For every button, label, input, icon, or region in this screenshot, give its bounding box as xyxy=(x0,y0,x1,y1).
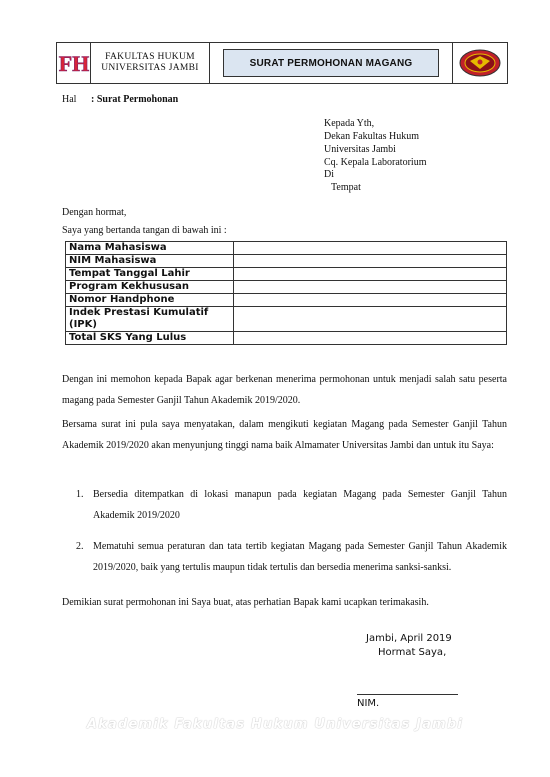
document-title-cell xyxy=(210,43,452,83)
table-row xyxy=(66,268,507,281)
field-value[interactable] xyxy=(234,255,507,268)
table-row xyxy=(66,294,507,307)
footer-watermark: Akademik Fakultas Hukum Universitas Jambi xyxy=(86,717,464,732)
field-value[interactable] xyxy=(234,268,507,281)
recipient-line: Cq. Kepala Laboratorium xyxy=(324,157,427,168)
table-row xyxy=(66,281,507,294)
field-label: Total SKS Yang Lulus xyxy=(66,332,234,345)
table-row xyxy=(66,242,507,255)
greeting: Dengan hormat, xyxy=(62,207,127,218)
signature-line xyxy=(357,694,458,695)
field-label: Tempat Tanggal Lahir xyxy=(66,268,234,281)
field-value[interactable] xyxy=(234,281,507,294)
field-value[interactable] xyxy=(234,307,507,332)
field-label: NIM Mahasiswa xyxy=(66,255,234,268)
nim-label: NIM. xyxy=(357,698,380,709)
place-date: Jambi, April 2019 xyxy=(366,633,452,644)
field-value[interactable] xyxy=(234,294,507,307)
field-label: Program Kekhususan xyxy=(66,281,234,294)
field-value[interactable] xyxy=(234,332,507,345)
subject-value: : Surat Permohonan xyxy=(91,94,179,105)
list-item: Mematuhi semua peraturan dan tata tertib kegiatan Magang pada Semester Ganjil Tahun Akademik 2019/2020, baik yang tertulis maupun tidak tertulis dan bersedia menerima sanksi-sanksi. xyxy=(93,541,507,573)
svg-text:FH: FH xyxy=(58,51,89,76)
field-label: Indek Prestasi Kumulatif (IPK) xyxy=(66,307,234,332)
table-row xyxy=(66,255,507,268)
field-label: Nomor Handphone xyxy=(66,294,234,307)
recipient-line: Kepada Yth, xyxy=(324,118,375,129)
request-paragraph: Dengan ini memohon kepada Bapak agar berkenan menerima permohonan untuk menjadi salah satu peserta magang pada Semester Ganjil Tahun Akademik 2019/2020. xyxy=(62,374,507,406)
closing-regards: Hormat Saya, xyxy=(378,647,447,658)
recipient-line: Di xyxy=(324,169,334,180)
letter-header xyxy=(56,42,508,84)
list-number: 2. xyxy=(76,541,84,552)
university-emblem-icon xyxy=(458,47,502,79)
recipient-line: Dekan Fakultas Hukum xyxy=(324,131,419,142)
list-number: 1. xyxy=(76,489,84,500)
subject-label: Hal xyxy=(62,94,77,105)
list-item: Bersedia ditempatkan di lokasi manapun pada kegiatan Magang pada Semester Ganjil Tahun Akademik 2019/2020 xyxy=(93,489,507,521)
recipient-line: Tempat xyxy=(331,182,361,193)
fh-logo-icon xyxy=(58,48,89,78)
university-emblem xyxy=(452,43,507,83)
document-title: SURAT PERMOHONAN MAGANG xyxy=(223,49,439,77)
table-row xyxy=(66,332,507,345)
table-row xyxy=(66,307,507,332)
closing-paragraph: Demikian surat permohonan ini Saya buat, atas perhatian Bapak kami ucapkan terimakasih. xyxy=(62,597,429,608)
field-value[interactable] xyxy=(234,242,507,255)
faculty-name xyxy=(91,43,210,83)
recipient-line: Universitas Jambi xyxy=(324,144,396,155)
intro-text: Saya yang bertanda tangan di bawah ini : xyxy=(62,225,227,236)
field-label: Nama Mahasiswa xyxy=(66,242,234,255)
faculty-name-line1: FAKULTAS HUKUM xyxy=(105,52,195,62)
faculty-logo xyxy=(57,43,91,83)
faculty-name-line2: UNIVERSITAS JAMBI xyxy=(101,63,199,73)
statement-paragraph: Bersama surat ini pula saya menyatakan, dalam mengikuti kegiatan Magang pada Semester Ganjil Tahun Akademik 2019/2020 akan menyunjung tinggi nama baik Almamater Universitas Jambi dan untuk itu Saya: xyxy=(62,419,507,451)
student-info-table xyxy=(65,241,507,345)
